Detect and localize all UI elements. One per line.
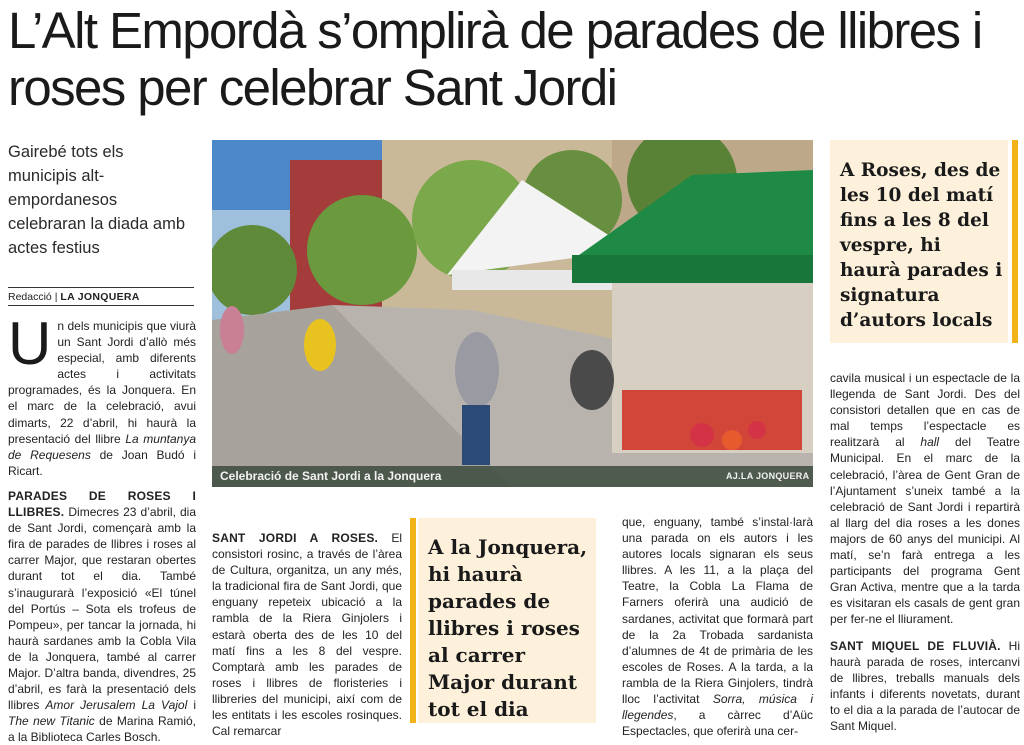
accent-bar <box>410 518 416 723</box>
book-title: La muntanya de Requesens <box>8 431 196 462</box>
book-title: The new Titanic <box>8 714 95 729</box>
pullquote-right-text: A Roses, des de les 10 del matí fins a les 8 del vespre, hi haurà parades i signatura d’autors locals <box>840 160 1003 331</box>
rule-top <box>8 287 194 288</box>
pullquote-middle-text: A la Jonquera, hi haurà parades de llibres i roses al carrer Major durant tot el dia <box>428 535 588 721</box>
paragraph-parades: PARADES DE ROSES I LLIBRES. Dimecres 23 d’abril, dia de Sant Jordi, començarà amb la fira de parades de llibres i roses al carrer Major, que restaran obertes durant tot el dia. També s’inaugurarà l’exposició «El túnel del Portús – Sota els trofeus de Pompeu», per tancar la jornada, hi haurà sardanes amb la Cobla Vila de la Jonquera, també al carrer Major. D’altra banda, divendres, 25 d’abril, es farà la presentació dels llibres Amor Jerusalem La Vajol i The new Titanic de Marina Ramió, a la Biblioteca Carles Bosch. <box>8 488 196 745</box>
column-4 <box>830 370 1020 734</box>
column-2 <box>212 530 402 739</box>
street-scene-illustration <box>212 140 813 487</box>
kicker-parades: PARADES DE ROSES I LLIBRES. <box>8 488 196 520</box>
photo-credit: AJ.LA JONQUERA <box>726 471 810 481</box>
headline: L’Alt Empordà s’omplirà de parades de llibres i roses per celebrar Sant Jordi <box>8 2 982 116</box>
book-title: Amor Jerusalem La Vajol <box>45 698 188 713</box>
kicker-roses: SANT JORDI A ROSES. <box>212 531 379 545</box>
paragraph-roses: SANT JORDI A ROSES. El consistori rosinc, a través de l’àrea de Cultura, organitza, un any més, la tradicional fira de Sant Jordi, que enguany repeteix ubicació a la rambla de la Riera Ginjolers i estarà oberta des de les 10 del matí fins a les 8 del vespre. Comptarà amb les parades de roses i llibres de floristeries i llibreries del municipi, així com de les entitats i les escoles rosinques. Cal remarcar <box>212 531 402 739</box>
byline: Redacció | LA JONQUERA <box>8 291 140 303</box>
intro-paragraph: Un dels municipis que viurà un Sant Jordi d’allò més especial, amb diferents actes i activitats programades, és la Jonquera. En el marc de la celebració, avui dimarts, 22 d’abril, hi haurà la presentació del llibre La muntanya de Requesens de Joan Budó i Ricart. <box>8 310 197 478</box>
kicker-sant-miquel: SANT MIQUEL DE FLUVIÀ. <box>830 638 1001 653</box>
dropcap: U <box>8 310 52 377</box>
rule-bottom <box>8 305 194 306</box>
hall-word: hall <box>920 435 940 450</box>
column-3 <box>622 514 813 739</box>
photo <box>212 140 813 487</box>
photo-caption: Celebració de Sant Jordi a la Jonquera <box>220 469 442 483</box>
byline-place: LA JONQUERA <box>60 291 140 303</box>
paragraph-sant-miquel: SANT MIQUEL DE FLUVIÀ. Hi haurà parada de roses, intercanvi de llibres, treballs manuals dels infants i diferents novetats, durant to el dia a la parada de l’autocar de Sant Miquel. <box>830 638 1020 733</box>
paragraph-roses-cont: que, enguany, també s’instal·larà una parada on els autors i les autores locals signaran els seus llibres. A les 11, a la plaça del Teatre, la Cobla La Flama de Farners oferirà una audició de sardanes, activitat que formarà part de la 2a Trobada sardanista d’alumnes de 4t de primària de les escoles de Roses. A la tarda, a la rambla de la Riera Ginjolers, tindrà lloc l’activitat Sorra, música i llegendes, a càrrec d’Aüc Espectacles, que oferirà una cer- <box>622 515 813 739</box>
column-1 <box>8 310 197 745</box>
pullquote-right <box>830 140 1008 343</box>
paragraph-gent-gran: cavila musical i un espectacle de la llegenda de Sant Jordi. Des del consistori detallen que en cas de mal temps l’espectacle es realitzarà al hall del Teatre Municipal. En el marc de la celebració, l’àrea de Gent Gran de l’Ajuntament s’uneix també a la celebració de Sant Jordi i repartirà al llarg del dia roses a les dones majors de 60 anys del municipi. Al matí, se’n farà entrega a les participants del programa Gent Gran Activa, mentre que a la tarda es visitaran els casals de gent gran per fer-ne el lliurament. <box>830 371 1020 627</box>
activity-title: Sorra, música i llegendes <box>622 692 813 723</box>
accent-bar <box>1012 140 1018 343</box>
byline-author: Redacció <box>8 291 52 303</box>
pullquote-middle <box>418 518 596 723</box>
subheadline: Gairebé tots els municipis alt-empordanesos celebraran la diada amb actes festius <box>8 143 186 257</box>
